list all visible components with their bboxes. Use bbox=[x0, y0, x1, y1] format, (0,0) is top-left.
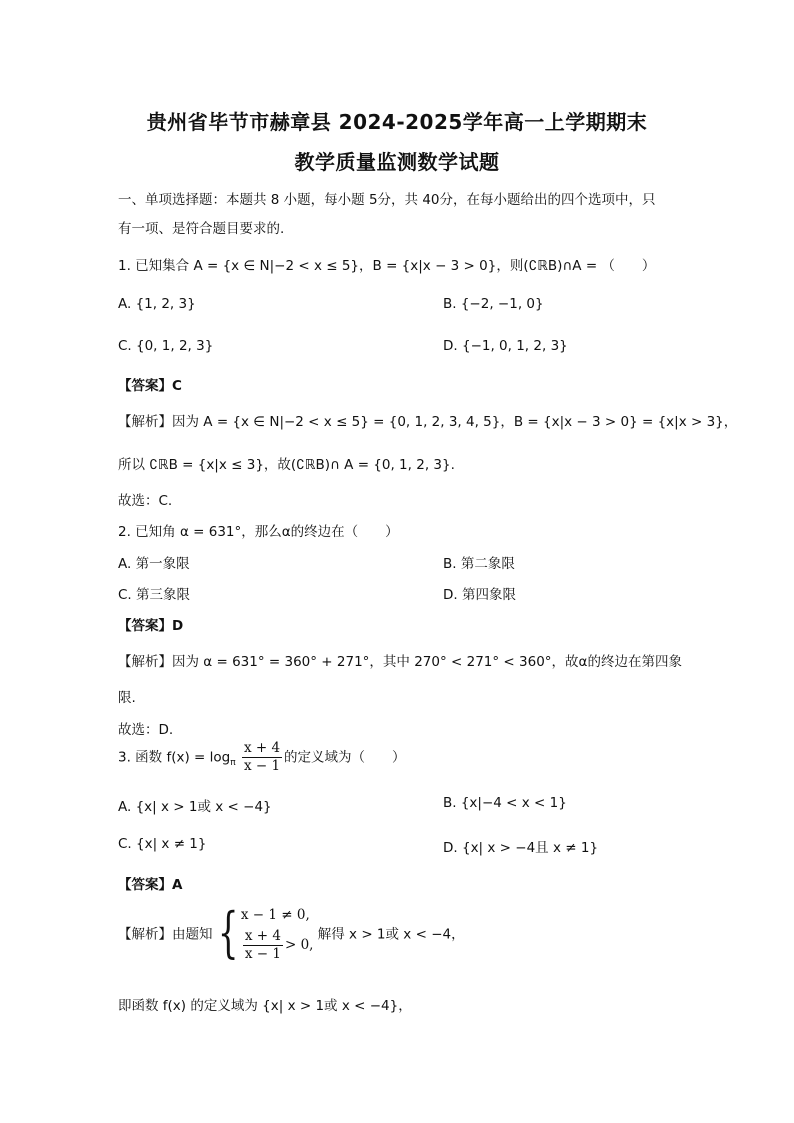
section-heading-line-2: 有一项、是符合题目要求的. bbox=[118, 221, 285, 237]
q2-option-b: B. 第二象限 bbox=[443, 556, 515, 572]
q2-stem: 2. 已知角 α = 631°，那么α的终边在（ ） bbox=[118, 524, 399, 540]
q3-analysis-suffix: 解得 x > 1或 x < −4， bbox=[317, 926, 465, 943]
q3-analysis bbox=[118, 902, 465, 963]
q1-answer: 【答案】C bbox=[118, 378, 182, 394]
q2-option-c: C. 第三象限 bbox=[118, 587, 191, 603]
q3-fraction-numerator: x + 4 bbox=[243, 740, 281, 756]
q3-answer: 【答案】A bbox=[118, 877, 183, 893]
section-heading-line-1: 一、单项选择题：本题共 8 小题，每小题 5分，共 40分，在每小题给出的四个选项中，只 bbox=[118, 192, 656, 208]
q3-option-a: A. {x| x > 1或 x < −4} bbox=[118, 799, 272, 815]
q1-option-c: C. {0, 1, 2, 3} bbox=[118, 338, 214, 354]
q3-system bbox=[241, 902, 314, 963]
exam-title-line-2: 教学质量监测数学试题 bbox=[294, 150, 500, 174]
q3-log-base: π bbox=[230, 758, 236, 769]
left-brace-icon: { bbox=[217, 900, 238, 964]
q3-final: 即函数 f(x) 的定义域为 {x| x > 1或 x < −4}， bbox=[118, 998, 412, 1014]
q3-stem bbox=[118, 740, 406, 775]
q3-fraction bbox=[242, 740, 282, 775]
q1-option-a: A. {1, 2, 3} bbox=[118, 296, 196, 312]
q2-answer: 【答案】D bbox=[118, 618, 184, 634]
q3-system-case-1: x − 1 ≠ 0, bbox=[240, 907, 310, 923]
q2-option-a: A. 第一象限 bbox=[118, 556, 190, 572]
q3-option-c: C. {x| x ≠ 1} bbox=[118, 836, 207, 852]
q3-analysis-prefix: 【解析】由题知 bbox=[118, 926, 213, 943]
q1-analysis-line-2: 所以 ∁ℝB = {x|x ≤ 3}，故(∁ℝB)∩ A = {0, 1, 2, 3}. bbox=[118, 457, 455, 473]
q3-system-case-2 bbox=[241, 928, 314, 963]
q3-case-numerator: x + 4 bbox=[244, 928, 281, 944]
exam-title-line-1: 贵州省毕节市赫章县 2024-2025学年高一上学期期末 bbox=[146, 110, 648, 134]
q3-stem-suffix: 的定义域为（ ） bbox=[284, 749, 406, 766]
q3-option-b: B. {x|−4 < x < 1} bbox=[443, 795, 567, 811]
q1-conclusion: 故选：C. bbox=[118, 493, 173, 509]
q1-option-b: B. {−2, −1, 0} bbox=[443, 296, 544, 312]
q2-analysis-line-1: 【解析】因为 α = 631° = 360° + 271°，其中 270° < 271° < 360°，故α的终边在第四象 bbox=[118, 654, 682, 670]
q3-case-denominator: x − 1 bbox=[244, 946, 281, 962]
q2-option-d: D. 第四象限 bbox=[443, 587, 516, 603]
q2-analysis-line-2: 限. bbox=[118, 690, 136, 706]
q3-case-relation: > 0, bbox=[284, 937, 314, 953]
q3-stem-prefix: 3. 函数 f(x) = log bbox=[118, 749, 231, 766]
q1-stem: 1. 已知集合 A = {x ∈ N|−2 < x ≤ 5}，B = {x|x − 3 > 0}，则(∁ℝB)∩A = （ ） bbox=[118, 258, 656, 274]
q3-option-d: D. {x| x > −4且 x ≠ 1} bbox=[443, 840, 599, 856]
q3-fraction-denominator: x − 1 bbox=[243, 758, 281, 774]
q2-conclusion: 故选：D. bbox=[118, 722, 174, 738]
q1-analysis-line-1: 【解析】因为 A = {x ∈ N|−2 < x ≤ 5} = {0, 1, 2, 3, 4, 5}，B = {x|x − 3 > 0} = {x|x > 3}， bbox=[118, 414, 738, 430]
q1-option-d: D. {−1, 0, 1, 2, 3} bbox=[443, 338, 568, 354]
q3-case-fraction bbox=[243, 928, 283, 963]
